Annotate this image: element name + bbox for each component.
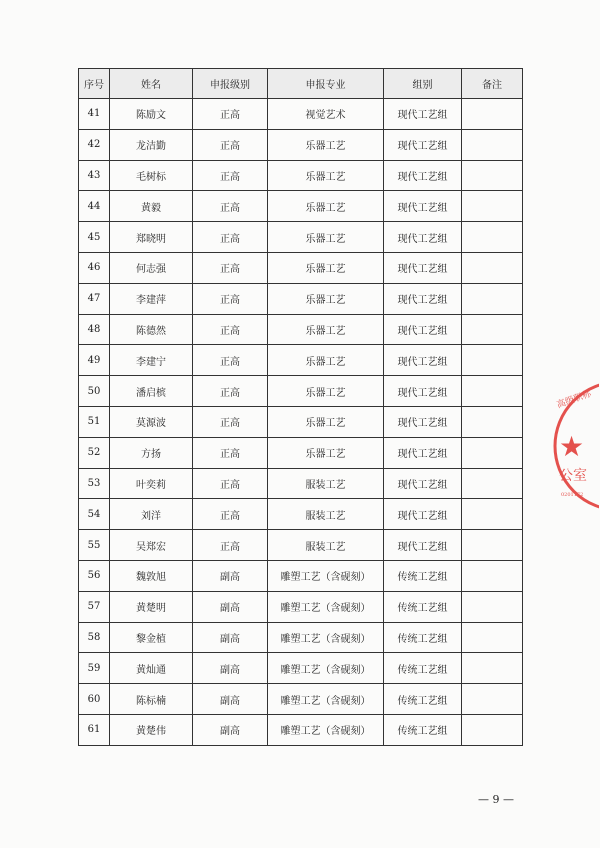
cell-col-name: 黄灿通 — [110, 653, 193, 684]
cell-col-group: 传统工艺组 — [384, 622, 462, 653]
seal-top-text: 高级职称 — [555, 389, 593, 411]
cell-col-index: 50 — [79, 376, 110, 407]
seal-bottom-text: 公室 — [559, 468, 587, 484]
cell-col-level: 正高 — [193, 191, 268, 222]
cell-col-name: 黎金植 — [110, 622, 193, 653]
cell-col-level: 正高 — [193, 376, 268, 407]
header-col-level: 申报级别 — [193, 69, 268, 99]
cell-col-level: 副高 — [193, 591, 268, 622]
cell-col-name: 黄楚伟 — [110, 714, 193, 745]
cell-col-specialty: 服装工艺 — [268, 530, 384, 561]
cell-col-remarks — [462, 684, 523, 715]
page-number: — 9 — — [478, 793, 514, 806]
cell-col-level: 正高 — [193, 99, 268, 130]
table-row — [79, 468, 523, 499]
candidates-table — [78, 68, 523, 746]
cell-col-index: 43 — [79, 160, 110, 191]
cell-col-group: 现代工艺组 — [384, 468, 462, 499]
seal-serial: 0201172 — [561, 492, 584, 498]
cell-col-level: 正高 — [193, 345, 268, 376]
cell-col-group: 现代工艺组 — [384, 222, 462, 253]
cell-col-name: 郑晓明 — [110, 222, 193, 253]
cell-col-group: 现代工艺组 — [384, 499, 462, 530]
cell-col-specialty: 乐器工艺 — [268, 437, 384, 468]
cell-col-remarks — [462, 714, 523, 745]
cell-col-remarks — [462, 99, 523, 130]
cell-col-name: 龙洁勤 — [110, 129, 193, 160]
cell-col-index: 56 — [79, 560, 110, 591]
cell-col-name: 叶奕莉 — [110, 468, 193, 499]
cell-col-index: 61 — [79, 714, 110, 745]
cell-col-remarks — [462, 160, 523, 191]
cell-col-name: 李建宁 — [110, 345, 193, 376]
table-row — [79, 591, 523, 622]
cell-col-level: 副高 — [193, 653, 268, 684]
cell-col-remarks — [462, 314, 523, 345]
table-row — [79, 99, 523, 130]
cell-col-name: 黄楚明 — [110, 591, 193, 622]
cell-col-specialty: 雕塑工艺（含砚刻） — [268, 591, 384, 622]
cell-col-index: 54 — [79, 499, 110, 530]
cell-col-name: 莫源波 — [110, 406, 193, 437]
cell-col-remarks — [462, 499, 523, 530]
table-row — [79, 714, 523, 745]
cell-col-remarks — [462, 283, 523, 314]
cell-col-remarks — [462, 530, 523, 561]
cell-col-name: 潘启槟 — [110, 376, 193, 407]
cell-col-group: 传统工艺组 — [384, 684, 462, 715]
header-col-index: 序号 — [79, 69, 110, 99]
cell-col-level: 副高 — [193, 684, 268, 715]
cell-col-level: 正高 — [193, 252, 268, 283]
cell-col-name: 李建萍 — [110, 283, 193, 314]
cell-col-remarks — [462, 376, 523, 407]
cell-col-index: 57 — [79, 591, 110, 622]
table-row — [79, 684, 523, 715]
cell-col-remarks — [462, 345, 523, 376]
cell-col-index: 59 — [79, 653, 110, 684]
cell-col-specialty: 乐器工艺 — [268, 283, 384, 314]
table-row — [79, 314, 523, 345]
cell-col-level: 正高 — [193, 468, 268, 499]
cell-col-index: 42 — [79, 129, 110, 160]
cell-col-name: 毛树标 — [110, 160, 193, 191]
cell-col-level: 正高 — [193, 437, 268, 468]
cell-col-index: 52 — [79, 437, 110, 468]
header-col-group: 组别 — [384, 69, 462, 99]
cell-col-level: 副高 — [193, 560, 268, 591]
cell-col-level: 副高 — [193, 714, 268, 745]
cell-col-remarks — [462, 129, 523, 160]
cell-col-level: 正高 — [193, 222, 268, 253]
cell-col-level: 正高 — [193, 160, 268, 191]
cell-col-specialty: 乐器工艺 — [268, 160, 384, 191]
cell-col-group: 现代工艺组 — [384, 191, 462, 222]
star-icon: ★ — [559, 430, 585, 463]
cell-col-remarks — [462, 406, 523, 437]
cell-col-name: 魏敦旭 — [110, 560, 193, 591]
cell-col-remarks — [462, 222, 523, 253]
table-row — [79, 376, 523, 407]
cell-col-index: 46 — [79, 252, 110, 283]
cell-col-specialty: 服装工艺 — [268, 468, 384, 499]
cell-col-group: 现代工艺组 — [384, 437, 462, 468]
table-row — [79, 283, 523, 314]
cell-col-name: 何志强 — [110, 252, 193, 283]
table-row — [79, 560, 523, 591]
table-row — [79, 653, 523, 684]
table-row — [79, 252, 523, 283]
cell-col-level: 正高 — [193, 283, 268, 314]
cell-col-level: 正高 — [193, 314, 268, 345]
cell-col-level: 正高 — [193, 129, 268, 160]
cell-col-remarks — [462, 468, 523, 499]
table-row — [79, 499, 523, 530]
cell-col-level: 正高 — [193, 530, 268, 561]
cell-col-index: 53 — [79, 468, 110, 499]
cell-col-specialty: 雕塑工艺（含砚刻） — [268, 653, 384, 684]
table-row — [79, 622, 523, 653]
cell-col-remarks — [462, 252, 523, 283]
cell-col-specialty: 乐器工艺 — [268, 376, 384, 407]
cell-col-group: 现代工艺组 — [384, 252, 462, 283]
header-col-specialty: 申报专业 — [268, 69, 384, 99]
cell-col-name: 陈德然 — [110, 314, 193, 345]
cell-col-group: 现代工艺组 — [384, 314, 462, 345]
cell-col-specialty: 乐器工艺 — [268, 406, 384, 437]
table-row — [79, 222, 523, 253]
cell-col-group: 现代工艺组 — [384, 283, 462, 314]
table-row — [79, 129, 523, 160]
cell-col-index: 58 — [79, 622, 110, 653]
cell-col-level: 副高 — [193, 622, 268, 653]
seal-graphic — [553, 378, 599, 514]
table-row — [79, 160, 523, 191]
cell-col-name: 陈标楠 — [110, 684, 193, 715]
table-row — [79, 191, 523, 222]
cell-col-specialty: 乐器工艺 — [268, 314, 384, 345]
cell-col-group: 现代工艺组 — [384, 99, 462, 130]
cell-col-remarks — [462, 191, 523, 222]
header-col-remarks: 备注 — [462, 69, 523, 99]
cell-col-specialty: 雕塑工艺（含砚刻） — [268, 622, 384, 653]
cell-col-group: 传统工艺组 — [384, 714, 462, 745]
cell-col-group: 现代工艺组 — [384, 376, 462, 407]
cell-col-specialty: 雕塑工艺（含砚刻） — [268, 714, 384, 745]
table-row — [79, 345, 523, 376]
cell-col-group: 现代工艺组 — [384, 406, 462, 437]
cell-col-group: 传统工艺组 — [384, 653, 462, 684]
cell-col-remarks — [462, 560, 523, 591]
cell-col-group: 现代工艺组 — [384, 530, 462, 561]
cell-col-specialty: 服装工艺 — [268, 499, 384, 530]
cell-col-index: 51 — [79, 406, 110, 437]
cell-col-specialty: 乐器工艺 — [268, 129, 384, 160]
cell-col-remarks — [462, 591, 523, 622]
table-header-row — [79, 69, 523, 99]
table-row — [79, 530, 523, 561]
cell-col-group: 现代工艺组 — [384, 160, 462, 191]
cell-col-specialty: 乐器工艺 — [268, 345, 384, 376]
header-col-name: 姓名 — [110, 69, 193, 99]
cell-col-specialty: 雕塑工艺（含砚刻） — [268, 684, 384, 715]
cell-col-name: 方扬 — [110, 437, 193, 468]
cell-col-index: 49 — [79, 345, 110, 376]
cell-col-index: 55 — [79, 530, 110, 561]
cell-col-index: 45 — [79, 222, 110, 253]
cell-col-level: 正高 — [193, 499, 268, 530]
cell-col-specialty: 乐器工艺 — [268, 252, 384, 283]
cell-col-specialty: 乐器工艺 — [268, 191, 384, 222]
official-seal-stamp — [553, 378, 599, 514]
cell-col-specialty: 视觉艺术 — [268, 99, 384, 130]
cell-col-group: 现代工艺组 — [384, 345, 462, 376]
cell-col-index: 44 — [79, 191, 110, 222]
cell-col-index: 41 — [79, 99, 110, 130]
table-row — [79, 406, 523, 437]
cell-col-remarks — [462, 653, 523, 684]
cell-col-specialty: 乐器工艺 — [268, 222, 384, 253]
cell-col-name: 黄毅 — [110, 191, 193, 222]
cell-col-name: 吴郑宏 — [110, 530, 193, 561]
cell-col-index: 60 — [79, 684, 110, 715]
cell-col-specialty: 雕塑工艺（含砚刻） — [268, 560, 384, 591]
cell-col-remarks — [462, 437, 523, 468]
cell-col-index: 48 — [79, 314, 110, 345]
cell-col-name: 陈励文 — [110, 99, 193, 130]
cell-col-group: 现代工艺组 — [384, 129, 462, 160]
cell-col-remarks — [462, 622, 523, 653]
cell-col-index: 47 — [79, 283, 110, 314]
cell-col-name: 刘洋 — [110, 499, 193, 530]
cell-col-group: 传统工艺组 — [384, 591, 462, 622]
cell-col-group: 传统工艺组 — [384, 560, 462, 591]
cell-col-level: 正高 — [193, 406, 268, 437]
table-row — [79, 437, 523, 468]
